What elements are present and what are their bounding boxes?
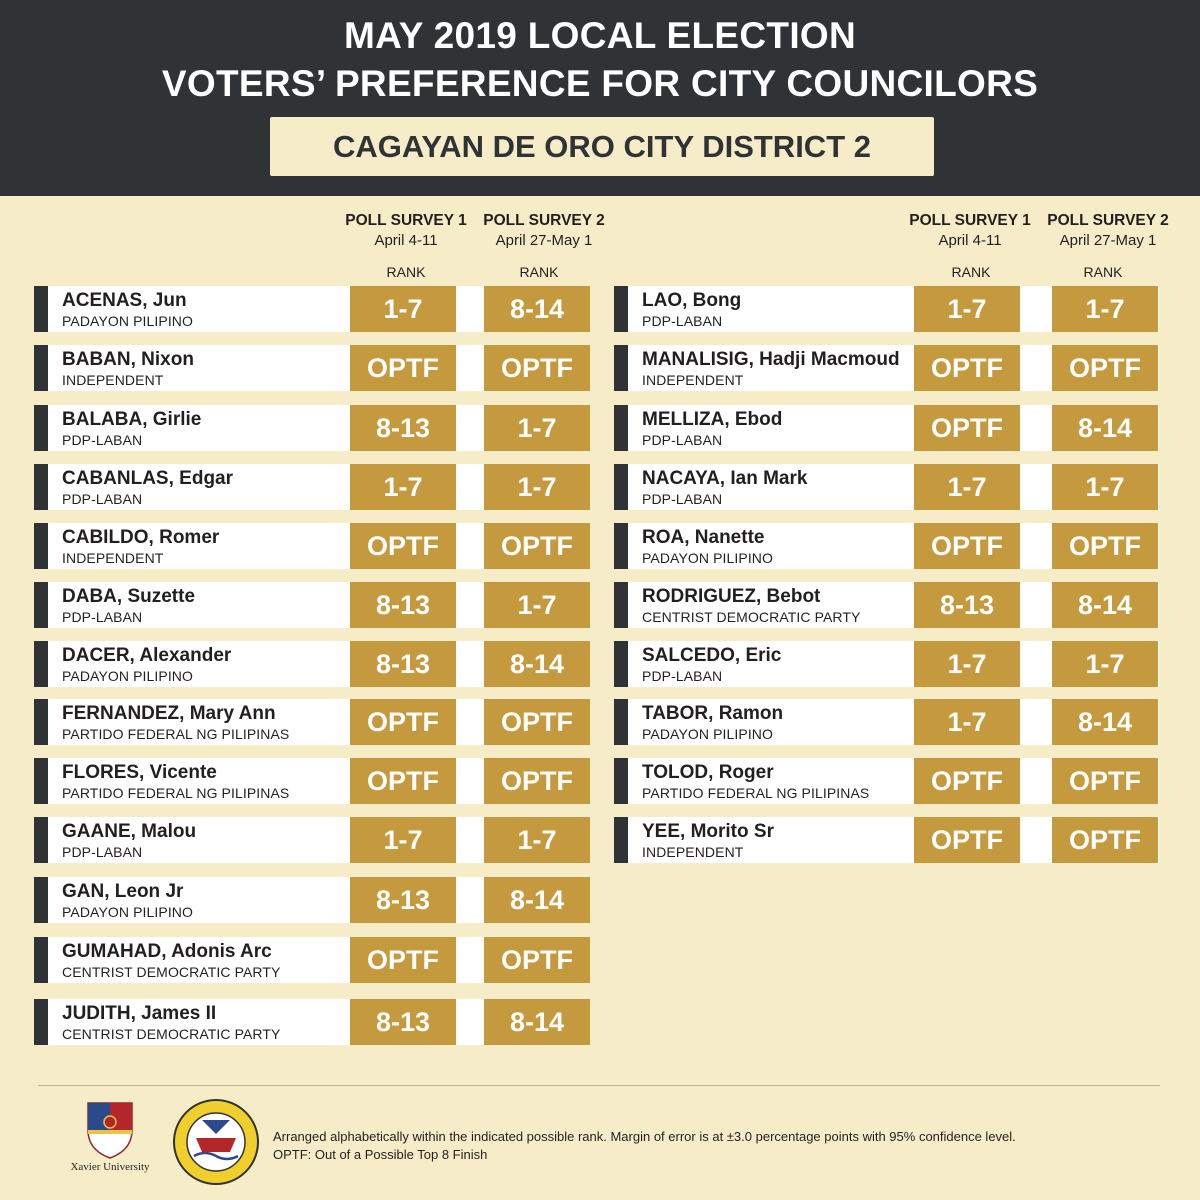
candidate-name: CABANLAS, Edgar bbox=[62, 468, 234, 489]
survey1-rank: 1-7 bbox=[914, 699, 1020, 745]
survey2-rank: 1-7 bbox=[1052, 286, 1158, 332]
survey1-rank: 8-13 bbox=[350, 641, 456, 687]
survey1-rank: OPTF bbox=[350, 758, 456, 804]
candidate-name: TABOR, Ramon bbox=[642, 703, 784, 724]
candidate-party: PARTIDO FEDERAL NG PILIPINAS bbox=[642, 785, 870, 801]
row-marker bbox=[34, 699, 48, 745]
candidate-party: PADAYON PILIPINO bbox=[62, 668, 194, 684]
survey1-rank: 8-13 bbox=[350, 405, 456, 451]
left-rank-label-1: RANK bbox=[386, 264, 426, 280]
row-marker bbox=[34, 937, 48, 983]
candidate-row bbox=[34, 582, 590, 628]
row-marker bbox=[34, 345, 48, 391]
survey2-rank: 8-14 bbox=[484, 999, 590, 1045]
candidate-party: INDEPENDENT bbox=[642, 844, 744, 860]
candidate-party: PDP-LABAN bbox=[62, 844, 143, 860]
candidate-row bbox=[34, 999, 590, 1045]
survey1-rank: 1-7 bbox=[350, 464, 456, 510]
xavier-shield-icon bbox=[60, 1100, 160, 1160]
survey2-rank: OPTF bbox=[1052, 817, 1158, 863]
row-marker bbox=[614, 699, 628, 745]
survey2-rank: 8-14 bbox=[1052, 405, 1158, 451]
candidate-name: ROA, Nanette bbox=[642, 527, 765, 548]
candidate-party: INDEPENDENT bbox=[62, 550, 164, 566]
candidate-party: PDP-LABAN bbox=[62, 432, 143, 448]
candidate-row bbox=[614, 286, 1159, 332]
candidate-name: BALABA, Girlie bbox=[62, 409, 202, 430]
candidate-row bbox=[34, 758, 590, 804]
survey2-rank: 1-7 bbox=[484, 405, 590, 451]
district-subtitle: CAGAYAN DE ORO CITY DISTRICT 2 bbox=[270, 117, 934, 176]
row-marker bbox=[34, 999, 48, 1045]
footnote-optf: OPTF: Out of a Possible Top 8 Finish bbox=[273, 1147, 488, 1162]
candidate-row bbox=[614, 523, 1159, 569]
candidate-row bbox=[614, 641, 1159, 687]
survey1-rank: OPTF bbox=[914, 817, 1020, 863]
survey2-rank: OPTF bbox=[1052, 345, 1158, 391]
xavier-university-logo bbox=[60, 1100, 160, 1180]
left-rank-label-2: RANK bbox=[519, 264, 559, 280]
research-seal-icon bbox=[172, 1098, 260, 1186]
row-marker bbox=[34, 582, 48, 628]
survey2-rank: 8-14 bbox=[484, 286, 590, 332]
survey2-label: POLL SURVEY 2 bbox=[483, 212, 605, 229]
candidate-row bbox=[614, 405, 1159, 451]
row-marker bbox=[34, 817, 48, 863]
survey1-rank: OPTF bbox=[350, 345, 456, 391]
footnote-margin: Arranged alphabetically within the indicated possible rank. Margin of error is at ±3.0 percentage points with 95% confidence level. bbox=[273, 1129, 1016, 1144]
candidate-party: PDP-LABAN bbox=[62, 609, 143, 625]
candidate-party: PARTIDO FEDERAL NG PILIPINAS bbox=[62, 785, 290, 801]
survey1-rank: OPTF bbox=[914, 405, 1020, 451]
survey2-rank: 8-14 bbox=[1052, 582, 1158, 628]
xavier-caption: Xavier University bbox=[70, 1161, 150, 1173]
survey2-dates: April 27-May 1 bbox=[1059, 232, 1157, 249]
survey1-rank: 1-7 bbox=[914, 464, 1020, 510]
candidate-party: PADAYON PILIPINO bbox=[642, 550, 774, 566]
survey1-rank: OPTF bbox=[350, 937, 456, 983]
survey2-rank: OPTF bbox=[1052, 758, 1158, 804]
candidate-name: GUMAHAD, Adonis Arc bbox=[62, 941, 272, 962]
candidate-party: INDEPENDENT bbox=[62, 372, 164, 388]
row-marker bbox=[34, 523, 48, 569]
footer-divider bbox=[38, 1085, 1160, 1086]
right-rank-label-2: RANK bbox=[1083, 264, 1123, 280]
candidate-row bbox=[34, 699, 590, 745]
candidate-row bbox=[614, 464, 1159, 510]
candidate-row bbox=[614, 817, 1159, 863]
survey2-rank: 1-7 bbox=[484, 817, 590, 863]
row-marker bbox=[34, 405, 48, 451]
candidate-name: BABAN, Nixon bbox=[62, 349, 194, 370]
left-survey2-header bbox=[478, 212, 610, 249]
survey1-label: POLL SURVEY 1 bbox=[345, 212, 467, 229]
candidate-name: JUDITH, James II bbox=[62, 1003, 217, 1024]
survey2-rank: OPTF bbox=[1052, 523, 1158, 569]
survey2-dates: April 27-May 1 bbox=[495, 232, 593, 249]
survey2-rank: 8-14 bbox=[1052, 699, 1158, 745]
candidate-row bbox=[614, 582, 1159, 628]
candidate-row bbox=[34, 523, 590, 569]
candidate-name: FERNANDEZ, Mary Ann bbox=[62, 703, 276, 724]
candidate-name: MANALISIG, Hadji Macmoud bbox=[642, 349, 900, 370]
row-marker bbox=[614, 582, 628, 628]
survey2-rank: OPTF bbox=[484, 345, 590, 391]
survey1-rank: 8-13 bbox=[350, 877, 456, 923]
candidate-party: PDP-LABAN bbox=[642, 313, 723, 329]
survey2-rank: OPTF bbox=[484, 699, 590, 745]
survey1-dates: April 4-11 bbox=[374, 232, 438, 249]
row-marker bbox=[614, 758, 628, 804]
row-marker bbox=[34, 286, 48, 332]
candidate-row bbox=[34, 345, 590, 391]
survey2-rank: 1-7 bbox=[484, 464, 590, 510]
candidate-party: PADAYON PILIPINO bbox=[642, 726, 774, 742]
candidate-party: CENTRIST DEMOCRATIC PARTY bbox=[62, 1026, 281, 1042]
candidate-name: YEE, Morito Sr bbox=[642, 821, 774, 842]
row-marker bbox=[34, 877, 48, 923]
candidate-row bbox=[614, 345, 1159, 391]
survey1-rank: 1-7 bbox=[350, 286, 456, 332]
title-line-1: MAY 2019 LOCAL ELECTION bbox=[343, 15, 857, 56]
survey2-label: POLL SURVEY 2 bbox=[1047, 212, 1169, 229]
candidate-party: PDP-LABAN bbox=[642, 668, 723, 684]
header-banner bbox=[0, 0, 1200, 196]
survey2-rank: 1-7 bbox=[1052, 641, 1158, 687]
row-marker bbox=[614, 405, 628, 451]
candidate-name: CABILDO, Romer bbox=[62, 527, 220, 548]
candidate-row bbox=[34, 877, 590, 923]
survey1-rank: 8-13 bbox=[350, 999, 456, 1045]
candidate-name: GAN, Leon Jr bbox=[62, 881, 184, 902]
candidate-party: PADAYON PILIPINO bbox=[62, 313, 194, 329]
survey2-rank: OPTF bbox=[484, 758, 590, 804]
candidate-party: CENTRIST DEMOCRATIC PARTY bbox=[642, 609, 861, 625]
candidate-party: PDP-LABAN bbox=[62, 491, 143, 507]
survey2-rank: OPTF bbox=[484, 523, 590, 569]
candidate-name: TOLOD, Roger bbox=[642, 762, 774, 783]
survey1-rank: 8-13 bbox=[350, 582, 456, 628]
survey1-rank: OPTF bbox=[914, 758, 1020, 804]
candidate-row bbox=[34, 641, 590, 687]
row-marker bbox=[614, 817, 628, 863]
survey1-rank: OPTF bbox=[914, 345, 1020, 391]
candidate-row bbox=[34, 464, 590, 510]
survey2-rank: 8-14 bbox=[484, 877, 590, 923]
candidate-name: FLORES, Vicente bbox=[62, 762, 217, 783]
survey2-rank: 1-7 bbox=[1052, 464, 1158, 510]
candidate-name: ACENAS, Jun bbox=[62, 290, 187, 311]
right-survey2-header bbox=[1042, 212, 1174, 249]
candidate-name: MELLIZA, Ebod bbox=[642, 409, 783, 430]
title-line-2: VOTERS’ PREFERENCE FOR CITY COUNCILORS bbox=[161, 63, 1039, 104]
row-marker bbox=[34, 464, 48, 510]
candidate-name: LAO, Bong bbox=[642, 290, 742, 311]
candidate-name: SALCEDO, Eric bbox=[642, 645, 782, 666]
survey1-label: POLL SURVEY 1 bbox=[909, 212, 1031, 229]
right-survey1-header bbox=[906, 212, 1034, 249]
survey1-rank: OPTF bbox=[914, 523, 1020, 569]
left-survey1-header bbox=[342, 212, 470, 249]
row-marker bbox=[34, 758, 48, 804]
candidate-party: PADAYON PILIPINO bbox=[62, 904, 194, 920]
candidate-row bbox=[614, 758, 1159, 804]
survey2-rank: 8-14 bbox=[484, 641, 590, 687]
footnote bbox=[273, 1128, 1016, 1164]
row-marker bbox=[34, 641, 48, 687]
survey1-rank: 1-7 bbox=[914, 286, 1020, 332]
row-marker bbox=[614, 523, 628, 569]
row-marker bbox=[614, 464, 628, 510]
row-marker bbox=[614, 286, 628, 332]
candidate-name: DACER, Alexander bbox=[62, 645, 232, 666]
survey1-rank: 1-7 bbox=[350, 817, 456, 863]
row-marker bbox=[614, 345, 628, 391]
survey1-rank: OPTF bbox=[350, 699, 456, 745]
candidate-name: GAANE, Malou bbox=[62, 821, 197, 842]
survey1-rank: OPTF bbox=[350, 523, 456, 569]
candidate-row bbox=[614, 699, 1159, 745]
candidate-name: RODRIGUEZ, Bebot bbox=[642, 586, 821, 607]
survey1-rank: 8-13 bbox=[914, 582, 1020, 628]
candidate-name: NACAYA, Ian Mark bbox=[642, 468, 808, 489]
candidate-party: CENTRIST DEMOCRATIC PARTY bbox=[62, 964, 281, 980]
candidate-name: DABA, Suzette bbox=[62, 586, 196, 607]
row-marker bbox=[614, 641, 628, 687]
right-rank-label-1: RANK bbox=[951, 264, 991, 280]
survey2-rank: 1-7 bbox=[484, 582, 590, 628]
candidate-row bbox=[34, 286, 590, 332]
candidate-row bbox=[34, 405, 590, 451]
research-office-seal bbox=[172, 1098, 260, 1186]
candidate-party: PDP-LABAN bbox=[642, 432, 723, 448]
candidate-party: PARTIDO FEDERAL NG PILIPINAS bbox=[62, 726, 290, 742]
candidate-party: PDP-LABAN bbox=[642, 491, 723, 507]
candidate-row bbox=[34, 817, 590, 863]
candidate-row bbox=[34, 937, 590, 983]
survey1-rank: 1-7 bbox=[914, 641, 1020, 687]
candidate-party: INDEPENDENT bbox=[642, 372, 744, 388]
survey2-rank: OPTF bbox=[484, 937, 590, 983]
survey1-dates: April 4-11 bbox=[938, 232, 1002, 249]
